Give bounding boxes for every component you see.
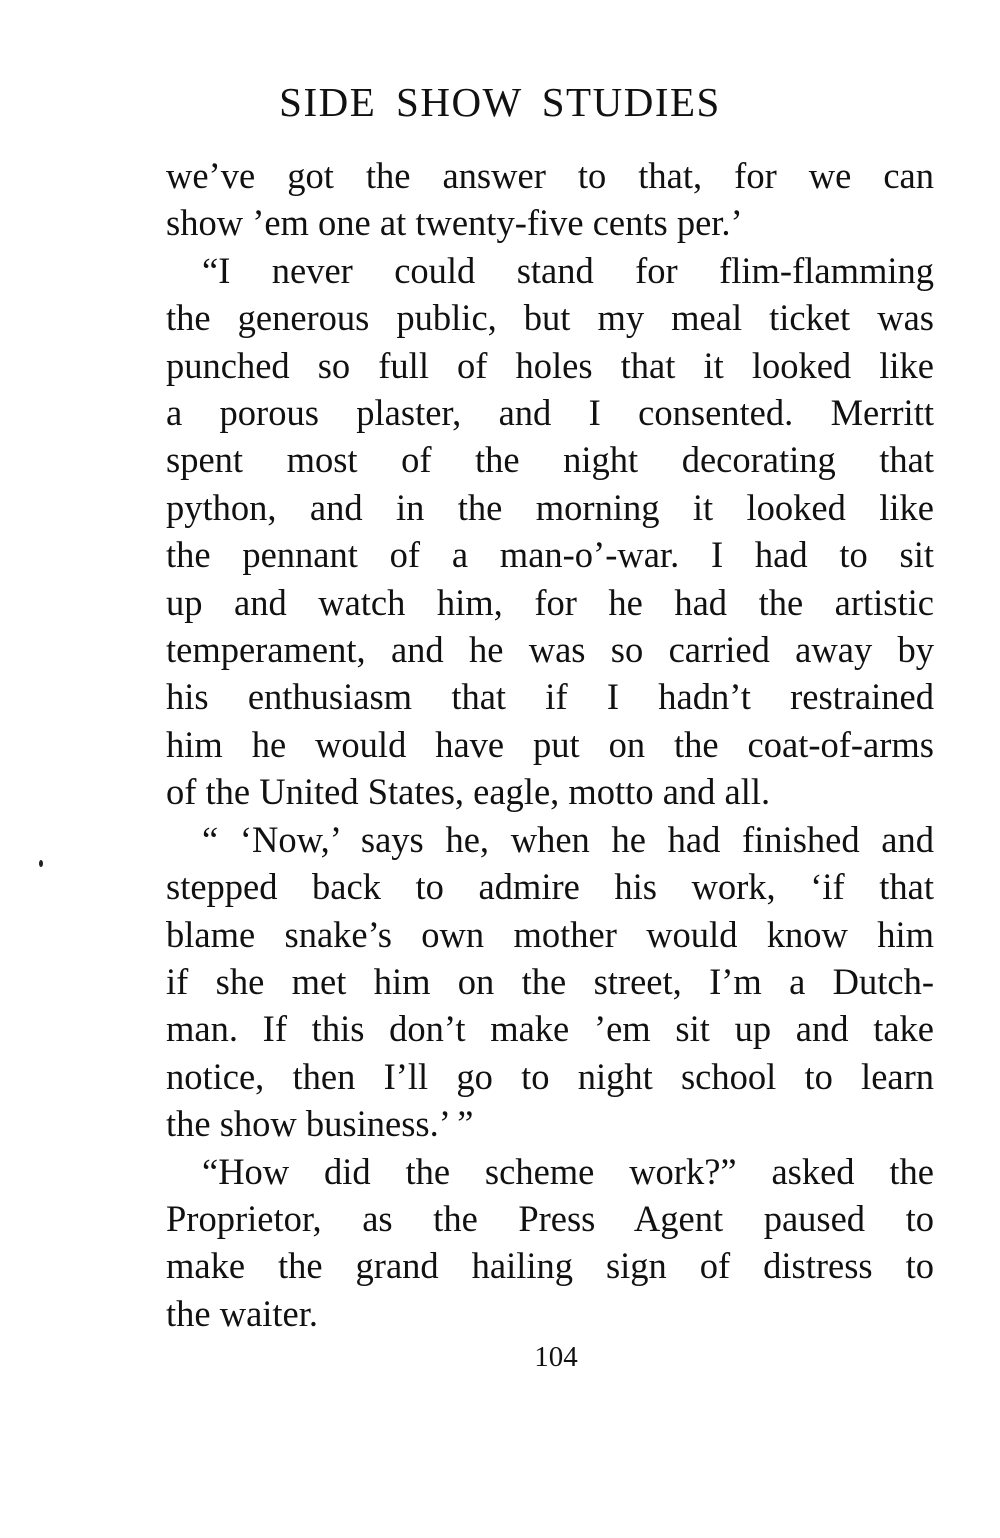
running-head: SIDE SHOW STUDIES [279, 79, 721, 125]
text-line: up and watch him, for he had the artistic [166, 581, 934, 623]
text-line: show ’em one at twenty-five cents per.’ [166, 202, 743, 244]
text-line: make the grand hailing sign of distress to [166, 1245, 934, 1287]
text-line: Proprietor, as the Press Agent paused to [166, 1197, 934, 1239]
text-line: blame snake’s own mother would know him [166, 913, 934, 955]
text-line: a porous plaster, and I consented. Merritt [166, 392, 934, 434]
text-line: “ ‘Now,’ says he, when he had finished and [202, 818, 934, 860]
text-line: him he would have put on the coat-of-arms [166, 723, 934, 765]
text-line: of the United States, eagle, motto and all. [166, 771, 771, 813]
text-line: spent most of the night decorating that [166, 439, 934, 481]
text-line: the waiter. [166, 1292, 319, 1334]
body-text [166, 152, 934, 1337]
text-line: python, and in the morning it looked like [166, 486, 934, 528]
text-line: notice, then I’ll go to night school to learn [166, 1055, 934, 1097]
text-line: “I never could stand for flim-flamming [202, 249, 934, 291]
text-line: we’ve got the answer to that, for we can [166, 155, 934, 196]
text-line: temperament, and he was so carried away by [166, 629, 934, 671]
text-line: man. If this don’t make ’em sit up and take [166, 1008, 934, 1050]
text-line: the pennant of a man-o’-war. I had to sit [166, 534, 934, 576]
text-line: the show business.’ ” [166, 1103, 474, 1145]
ink-speck [39, 860, 43, 867]
text-line: his enthusiasm that if I hadn’t restrained [166, 676, 934, 718]
text-line: stepped back to admire his work, ‘if that [166, 866, 934, 908]
page-number: 104 [534, 1341, 578, 1373]
text-line: the generous public, but my meal ticket was [166, 297, 934, 339]
text-line: “How did the scheme work?” asked the [202, 1150, 934, 1192]
text-line: punched so full of holes that it looked like [166, 344, 934, 386]
text-line: if she met him on the street, I’m a Dutch- [166, 960, 934, 1002]
